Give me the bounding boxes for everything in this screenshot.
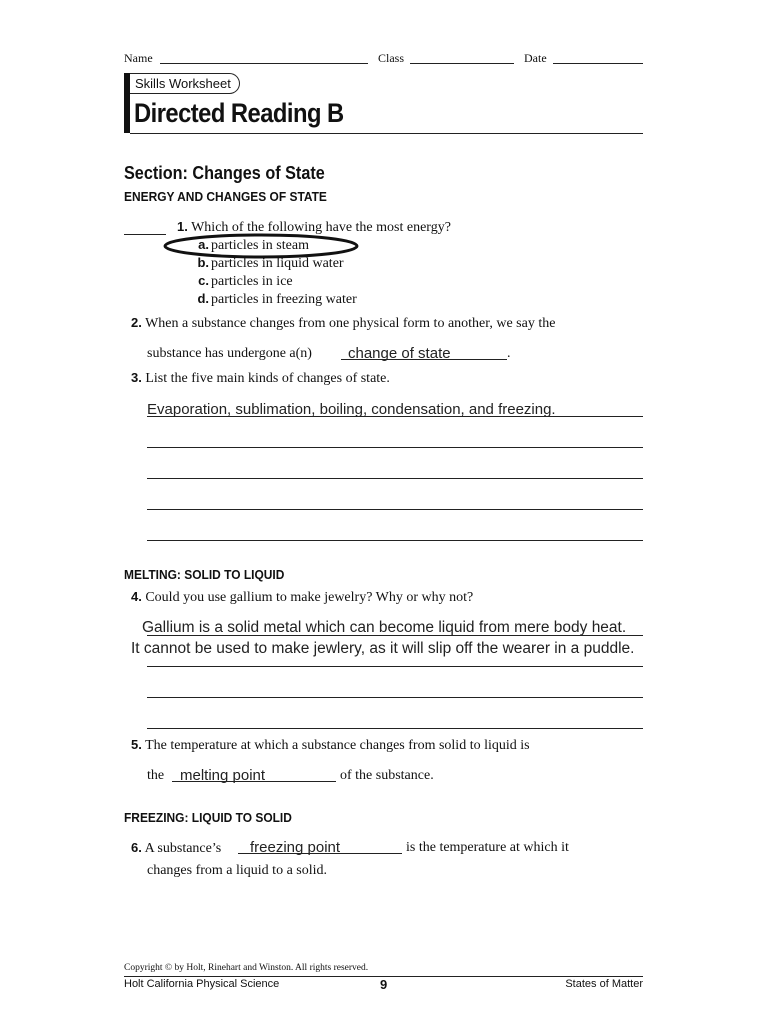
name-label: Name (124, 51, 153, 65)
selected-answer-circle (163, 232, 363, 260)
name-line[interactable] (160, 63, 368, 64)
q1-text: Which of the following have the most energy? (191, 220, 451, 235)
q2-line2-after: . (507, 346, 511, 361)
question-6 (131, 840, 221, 857)
q6-line2: changes from a liquid to a solid. (147, 863, 328, 878)
q4-answer-line[interactable] (147, 635, 643, 636)
q5-number: 5. (131, 737, 142, 752)
q1-option-c[interactable]: c. particles in ice (198, 273, 293, 289)
q3-text: List the five main kinds of changes of state. (145, 371, 390, 386)
q5-answer: melting point (180, 767, 266, 784)
q3-answer-line[interactable] (147, 447, 643, 448)
q5-line2-after: of the substance. (340, 768, 434, 783)
q1-option-d[interactable]: d. particles in freezing water (197, 291, 357, 307)
q3-answer-line[interactable] (147, 509, 643, 510)
page-title: Directed Reading B (134, 98, 344, 128)
subhead-melting: MELTING: SOLID TO LIQUID (124, 567, 285, 582)
q3-answer-line[interactable] (147, 416, 643, 417)
q3-answer-line[interactable] (147, 478, 643, 479)
subhead-energy: ENERGY AND CHANGES OF STATE (124, 189, 327, 204)
q2-line2-before: substance has undergone a(n) (147, 346, 312, 361)
question-5 (131, 737, 530, 754)
question-2 (131, 315, 555, 332)
date-line[interactable] (553, 63, 643, 64)
worksheet-badge: Skills Worksheet (130, 73, 240, 94)
q6-answer: freezing point (250, 839, 341, 856)
q4-answer-line[interactable] (147, 666, 643, 667)
question-4 (131, 589, 473, 606)
copyright: Copyright © by Holt, Rinehart and Winston. All rights reserved. (124, 963, 369, 973)
page-number: 9 (380, 977, 388, 992)
q2-line1: When a substance changes from one physical form to another, we say the (145, 316, 556, 331)
q3-answer-line[interactable] (147, 540, 643, 541)
q1-option-b[interactable]: b. particles in liquid water (197, 255, 344, 271)
q6-line1-before: A substance’s (144, 841, 222, 856)
q1-option-a[interactable]: a. particles in steam (198, 237, 309, 253)
q4-text: Could you use gallium to make jewelry? Why or why not? (145, 590, 474, 605)
class-line[interactable] (410, 63, 514, 64)
question-3 (131, 370, 390, 387)
class-label: Class (378, 51, 405, 65)
footer-chapter: States of Matter (565, 978, 643, 990)
subhead-freezing: FREEZING: LIQUID TO SOLID (124, 810, 292, 825)
q2-number: 2. (131, 315, 142, 330)
q1-number: 1. (177, 219, 188, 234)
title-underline (130, 133, 643, 134)
q4-answer-line[interactable] (147, 697, 643, 698)
q5-line2-before: the (147, 768, 165, 783)
q1-answer-blank[interactable] (124, 234, 166, 235)
q3-answer: Evaporation, sublimation, boiling, condensation, and freezing. (147, 401, 556, 418)
q4-number: 4. (131, 589, 142, 604)
q4-answer-line1: Gallium is a solid metal which can become liquid from mere body heat. (142, 619, 627, 636)
q2-answer: change of state (348, 345, 451, 362)
section-title: Section: Changes of State (124, 163, 325, 183)
q6-number: 6. (131, 840, 142, 855)
date-label: Date (524, 51, 547, 65)
q3-number: 3. (131, 370, 142, 385)
footer-book-title: Holt California Physical Science (124, 978, 280, 990)
q5-line1: The temperature at which a substance changes from solid to liquid is (145, 738, 530, 753)
q4-answer-line2: It cannot be used to make jewlery, as it will slip off the wearer in a puddle. (131, 640, 635, 657)
q6-line1-after: is the temperature at which it (406, 840, 569, 855)
q4-answer-line[interactable] (147, 728, 643, 729)
